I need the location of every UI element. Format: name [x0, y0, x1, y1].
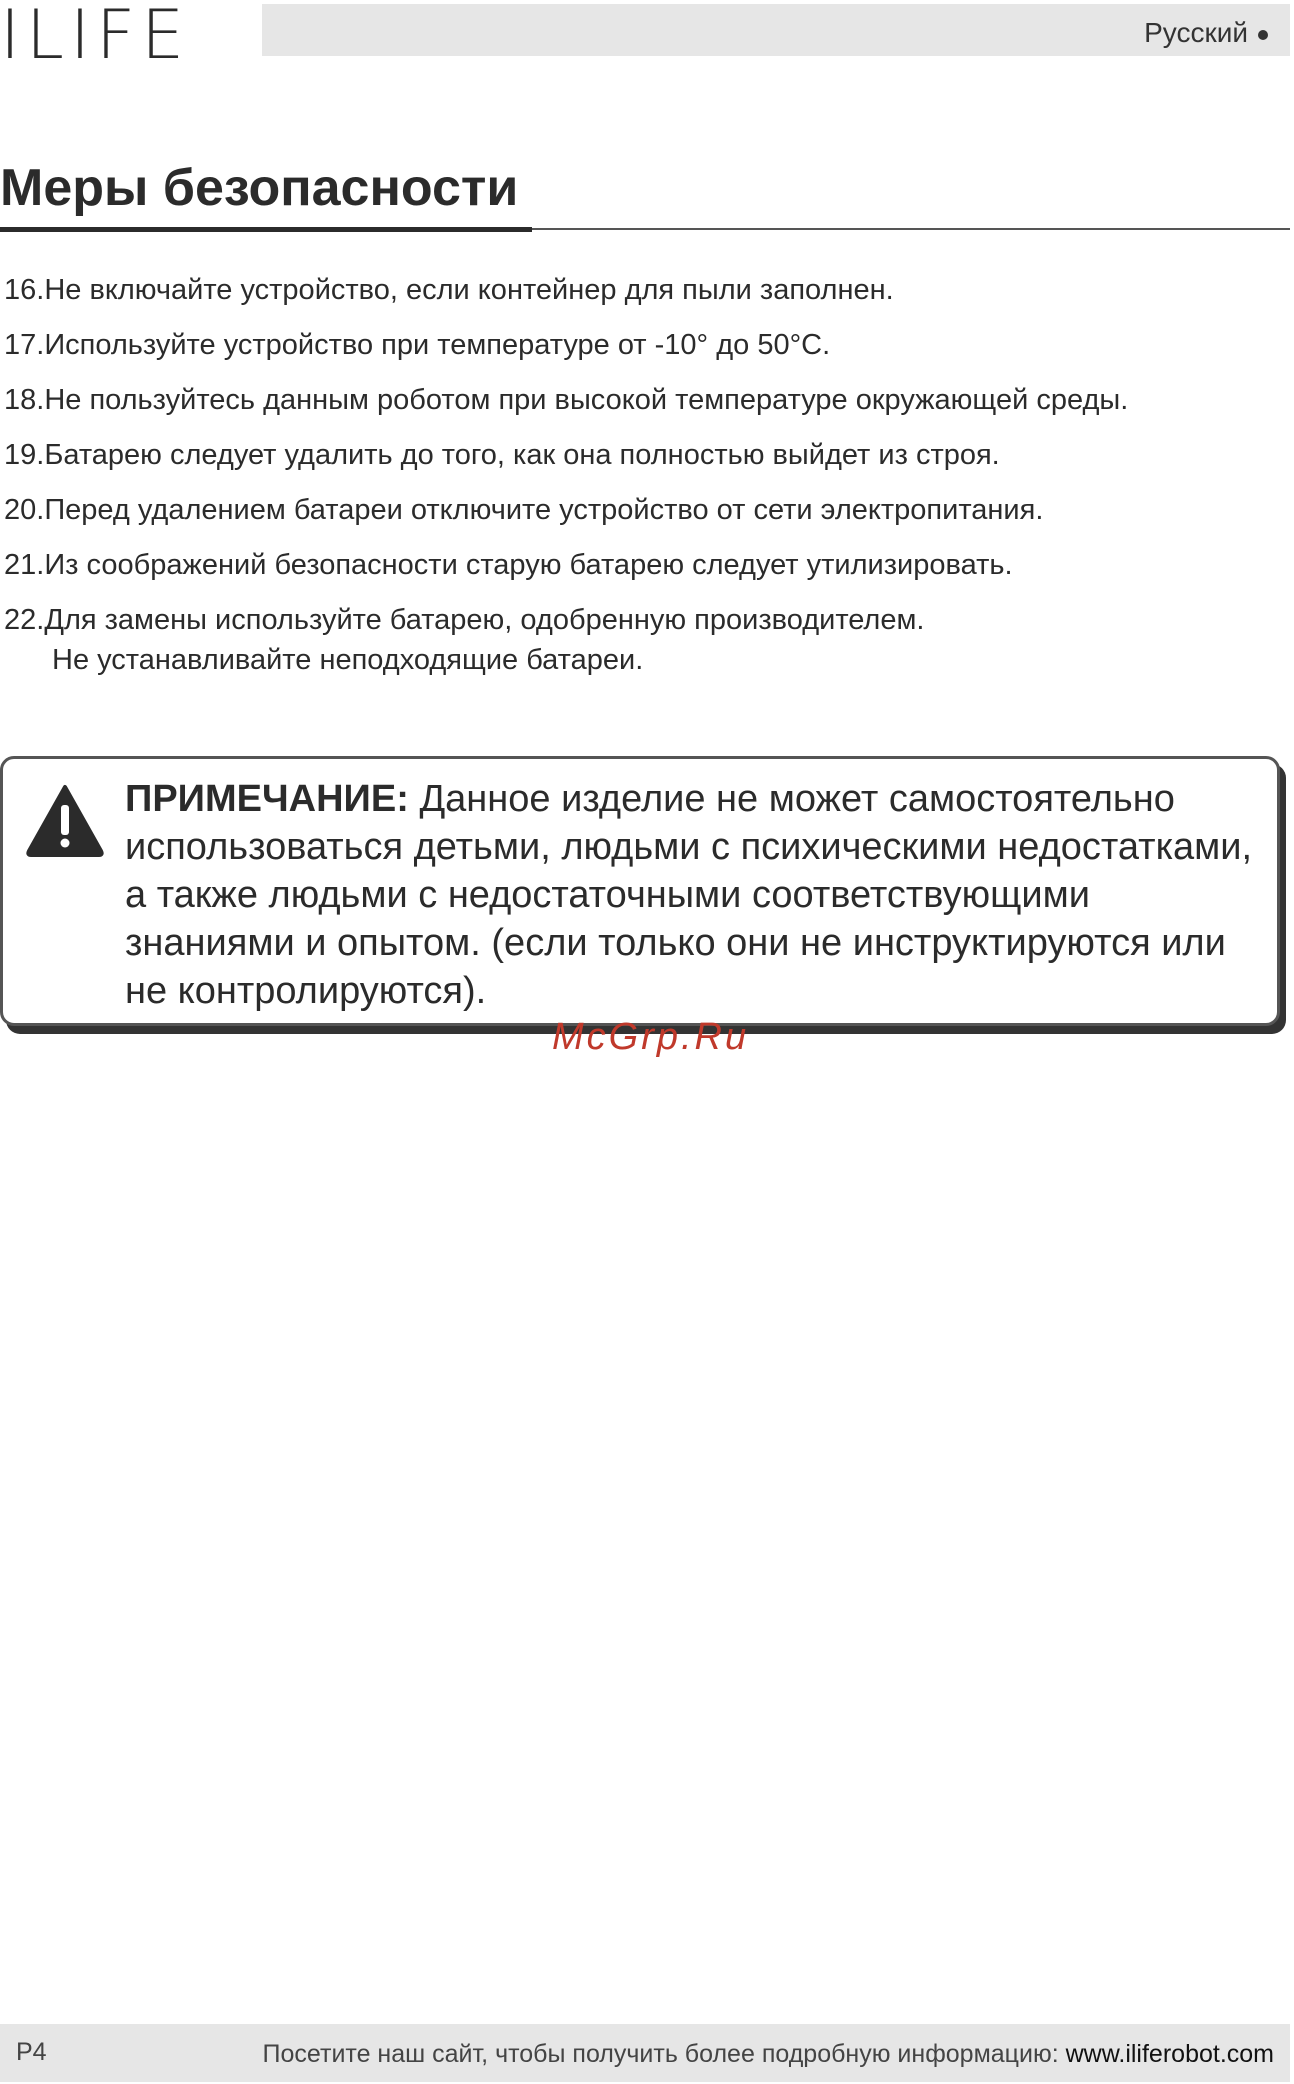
list-item [4, 270, 1290, 310]
language-label: Русский [1144, 17, 1248, 48]
list-item-continuation: Не устанавливайте неподходящие батареи. [52, 644, 644, 676]
note-label: ПРИМЕЧАНИЕ: [125, 778, 409, 820]
note-box [0, 756, 1280, 1026]
bullet-dot-icon [1258, 30, 1268, 40]
list-item-text: 21.Из соображений безопасности старую батарею следует утилизировать. [4, 549, 1013, 581]
list-item-text: 20.Перед удалением батареи отключите устройство от сети электропитания. [4, 494, 1044, 526]
section-title: Меры безопасности [0, 159, 519, 217]
list-item [4, 435, 1290, 475]
footer-message: Посетите наш сайт, чтобы получить более подробную информацию: [262, 2040, 1066, 2068]
list-item [4, 380, 1290, 420]
list-item-text: 18.Не пользуйтесь данным роботом при высокой температуре окружающей среды. [4, 384, 1129, 416]
list-item [4, 545, 1290, 585]
list-item-text: 16.Не включайте устройство, если контейнер для пыли заполнен. [4, 274, 894, 306]
note-text [125, 775, 1265, 1015]
brand-logo: ILIFE [0, 0, 191, 75]
safety-list [4, 270, 1290, 695]
website-link[interactable]: www.iliferobot.com [1065, 2040, 1274, 2068]
list-item [4, 325, 1290, 365]
list-item-text: 17.Используйте устройство при температуре от -10° до 50°C. [4, 329, 831, 361]
list-item [4, 600, 1290, 680]
list-item [4, 490, 1290, 530]
footer-bar [0, 2024, 1290, 2082]
note-body: Данное изделие не может самостоятельно использоваться детьми, людьми с психическими недостатками, а также людьми с недостаточными соответствующими знаниями и опытом. (если только они не инструктируются или не контролируются). [125, 778, 1253, 1012]
watermark: McGrp.Ru [552, 1016, 750, 1058]
language-indicator [1144, 16, 1268, 50]
warning-triangle-icon [25, 783, 105, 857]
title-underline [0, 227, 532, 232]
page-number: P4 [16, 2038, 47, 2066]
list-item-text: 22.Для замены используйте батарею, одобренную производителем. [4, 604, 925, 636]
footer-text [263, 2040, 1274, 2069]
header-bar [262, 4, 1290, 56]
list-item-text: 19.Батарею следует удалить до того, как она полностью выйдет из строя. [4, 439, 1000, 471]
